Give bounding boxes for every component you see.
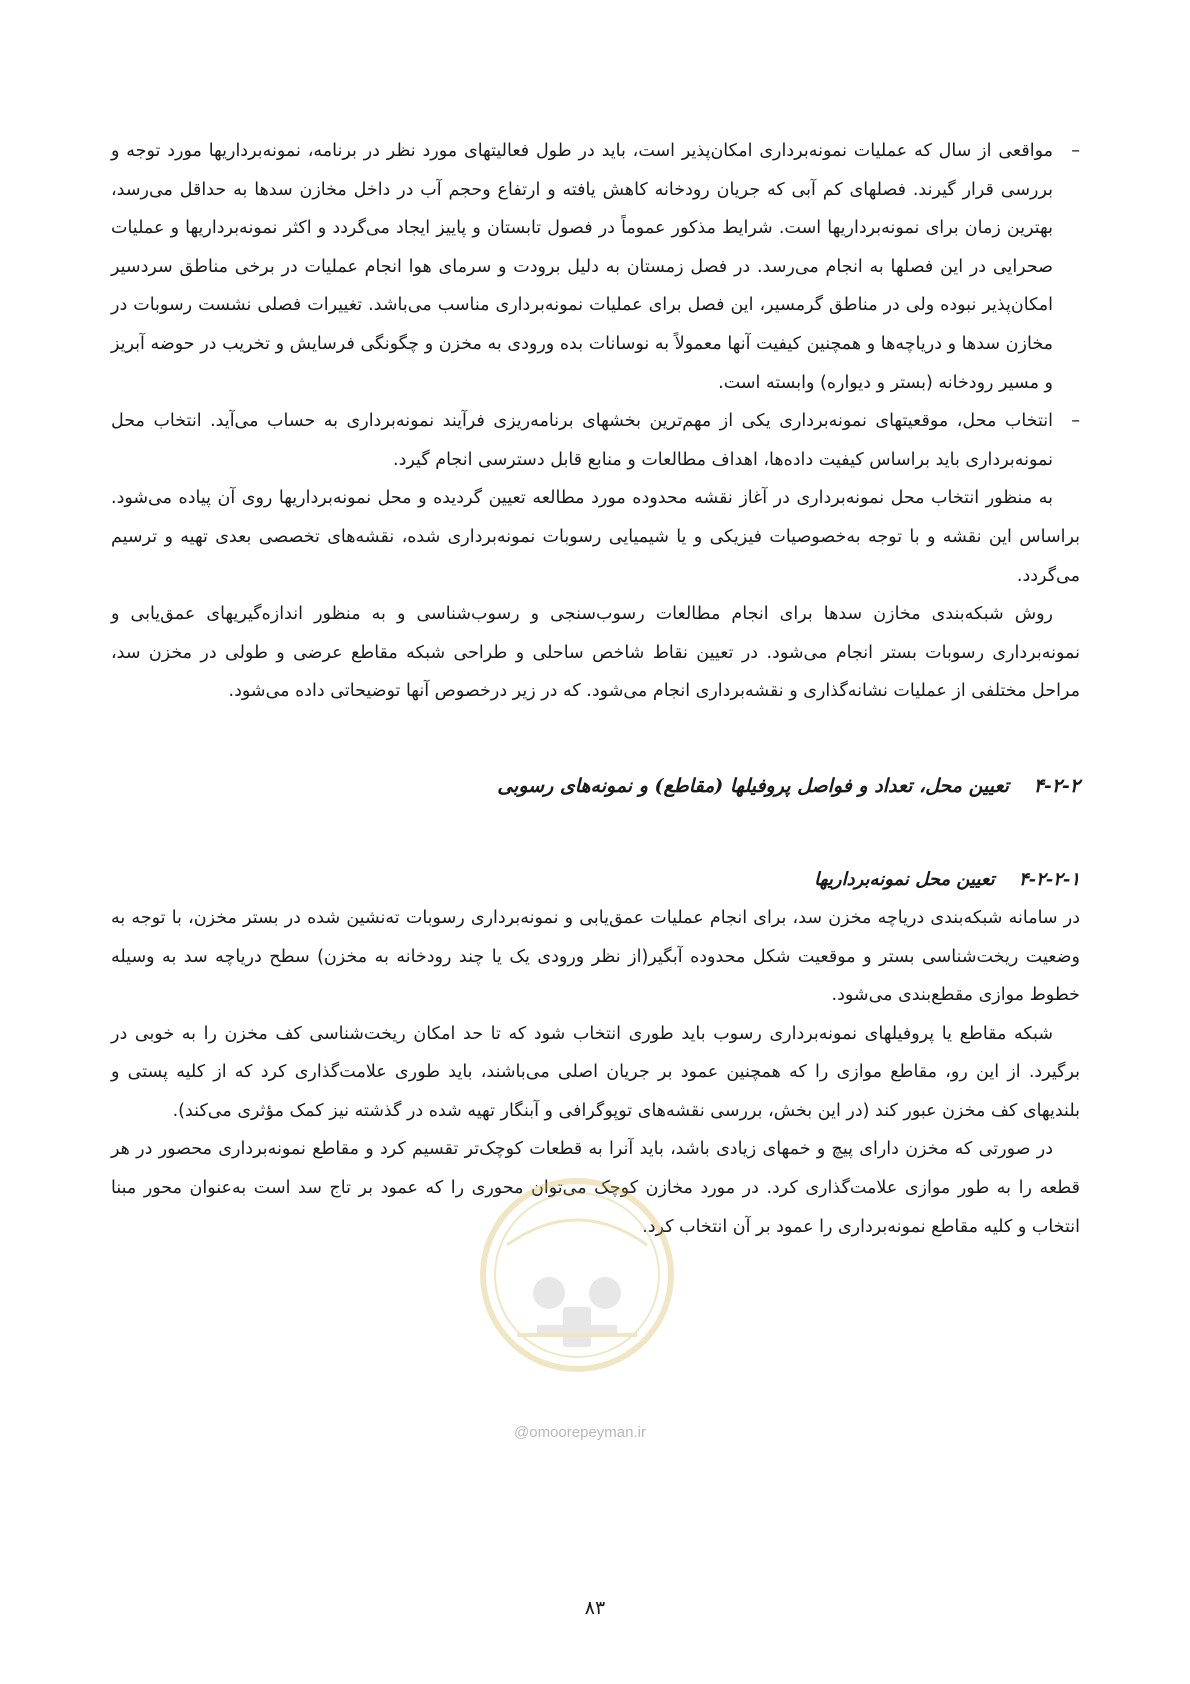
watermark-site: @omoorepeyman.ir xyxy=(514,1424,646,1441)
section-title: تعیین محل، تعداد و فواصل پروفیلها (مقاطع) و نمونه‌های رسوبی xyxy=(497,774,1009,797)
list-item xyxy=(111,132,1080,402)
dash-bullet-icon: – xyxy=(1071,141,1080,161)
page-number: ۸۳ xyxy=(584,1597,606,1619)
list-item-text: مواقعی از سال که عملیات نمونه‌برداری امکان‌پذیر است، باید در طول فعالیتهای مورد نظر در برنامه، نمونه‌برداریها مورد توجه و بررسی قرار گیرند. فصلهای کم آبی که جریان رودخانه کاهش یافته و ارتفاع وحجم آب در داخل مخازن سدها به حداقل می‌رسد، بهترین زمان برای نمونه‌برداریها است. شرایط مذکور عموماً در فصول تابستان و پاییز ایجاد می‌گردد و اکثر نمونه‌برداریها و عملیات صحرایی در این فصلها به انجام می‌رسد. در فصل زمستان به دلیل برودت و سرمای هوا انجام عملیات در برخی مناطق سردسیر امکان‌پذیر نبوده ولی در مناطق گرمسیر، این فصل برای عملیات نمونه‌برداری مناسب می‌باشد. تغییرات فصلی نشست رسوبات در مخازن سدها و دریاچه‌ها و همچنین کیفیت آنها معمولاً به نوسانات بده ورودی به مخزن و چگونگی فرسایش و تخریب در حوضه آبریز و مسیر رودخانه (بستر و دیواره) وابسته است. xyxy=(111,141,1053,393)
section-number: ۴-۲-۲ xyxy=(1033,774,1080,797)
section-heading xyxy=(111,767,1080,805)
paragraph: شبکه مقاطع یا پروفیلهای نمونه‌برداری رسوب باید طوری انتخاب شود که تا حد امکان ریخت‌شناسی کف مخزن را به خوبی در برگیرد. از این رو، مقاطع موازی را که همچنین عمود بر جریان اصلی می‌باشند، باید طوری علامت‌گذاری کرد که از کلیه پستی و بلندیهای کف مخزن عبور کند (در این بخش، بررسی نقشه‌های توپوگرافی و آبنگار تهیه شده در گذشته نیز کمک مؤثری می‌کند). xyxy=(111,1023,1080,1121)
list-item-text: انتخاب محل، موقعیتهای نمونه‌برداری یکی از مهم‌ترین بخشهای برنامه‌ریزی فرآیند نمونه‌برداری به حساب می‌آید. انتخاب محل نمونه‌برداری باید براساس کیفیت داده‌ها، اهداف مطالعات و منابع قابل دسترسی انجام گیرد. xyxy=(111,411,1053,470)
paragraph: به منظور انتخاب محل نمونه‌برداری در آغاز نقشه محدوده مورد مطالعه تعیین گردیده و محل نمونه‌برداریها روی آن پیاده می‌شود. براساس این نقشه و با توجه به‌خصوصیات فیزیکی و یا شیمیایی رسوبات نمونه‌برداری شده، نقشه‌های تخصصی بعدی تهیه و ترسیم می‌گردد. xyxy=(111,488,1080,586)
body-text xyxy=(111,132,1080,1246)
subsection-title: تعیین محل نمونه‌برداریها xyxy=(814,868,995,890)
dash-bullet-icon: – xyxy=(1071,411,1080,432)
paragraph: در سامانه شبکه‌بندی دریاچه مخزن سد، برای انجام عملیات عمق‌یابی و نمونه‌برداری رسوبات ته‌نشین شده در بستر مخزن، با توجه به وضعیت ریخت‌شناسی بستر و موقعیت شکل محدوده آبگیر(از نظر ورودی یک یا چند رودخانه به مخزن) سطح دریاچه سد به وسیله خطوط موازی مقطع‌بندی می‌شود. xyxy=(111,907,1080,1006)
subsection-number: ۴-۲-۲-۱ xyxy=(1018,868,1080,890)
subsection-heading xyxy=(111,861,1080,899)
paragraph: در صورتی که مخزن دارای پیچ و خمهای زیادی باشد، باید آنرا به قطعات کوچک‌تر تقسیم کرد و مقاطع نمونه‌برداری محصور در هر قطعه را به طور موازی علامت‌گذاری کرد. در مورد مخازن کوچک می‌توان محوری را که عمود بر تاج سد است به‌عنوان محور مبنا انتخاب و کلیه مقاطع نمونه‌برداری را عمود بر آن انتخاب کرد. xyxy=(111,1139,1080,1237)
list-item xyxy=(111,402,1080,479)
paragraph: روش شبکه‌بندی مخازن سدها برای انجام مطالعات رسوب‌سنجی و رسوب‌شناسی و به منظور اندازه‌گیریهای عمق‌یابی و نمونه‌برداری رسوبات بستر انجام می‌شود. در تعیین نقاط شاخص ساحلی و طراحی شبکه مقاطع عرضی و طولی در مخزن سد، مراحل مختلفی از عملیات نشانه‌گذاری و نقشه‌برداری انجام می‌شود. که در زیر درخصوص آنها توضیحاتی داده می‌شود. xyxy=(111,604,1080,702)
